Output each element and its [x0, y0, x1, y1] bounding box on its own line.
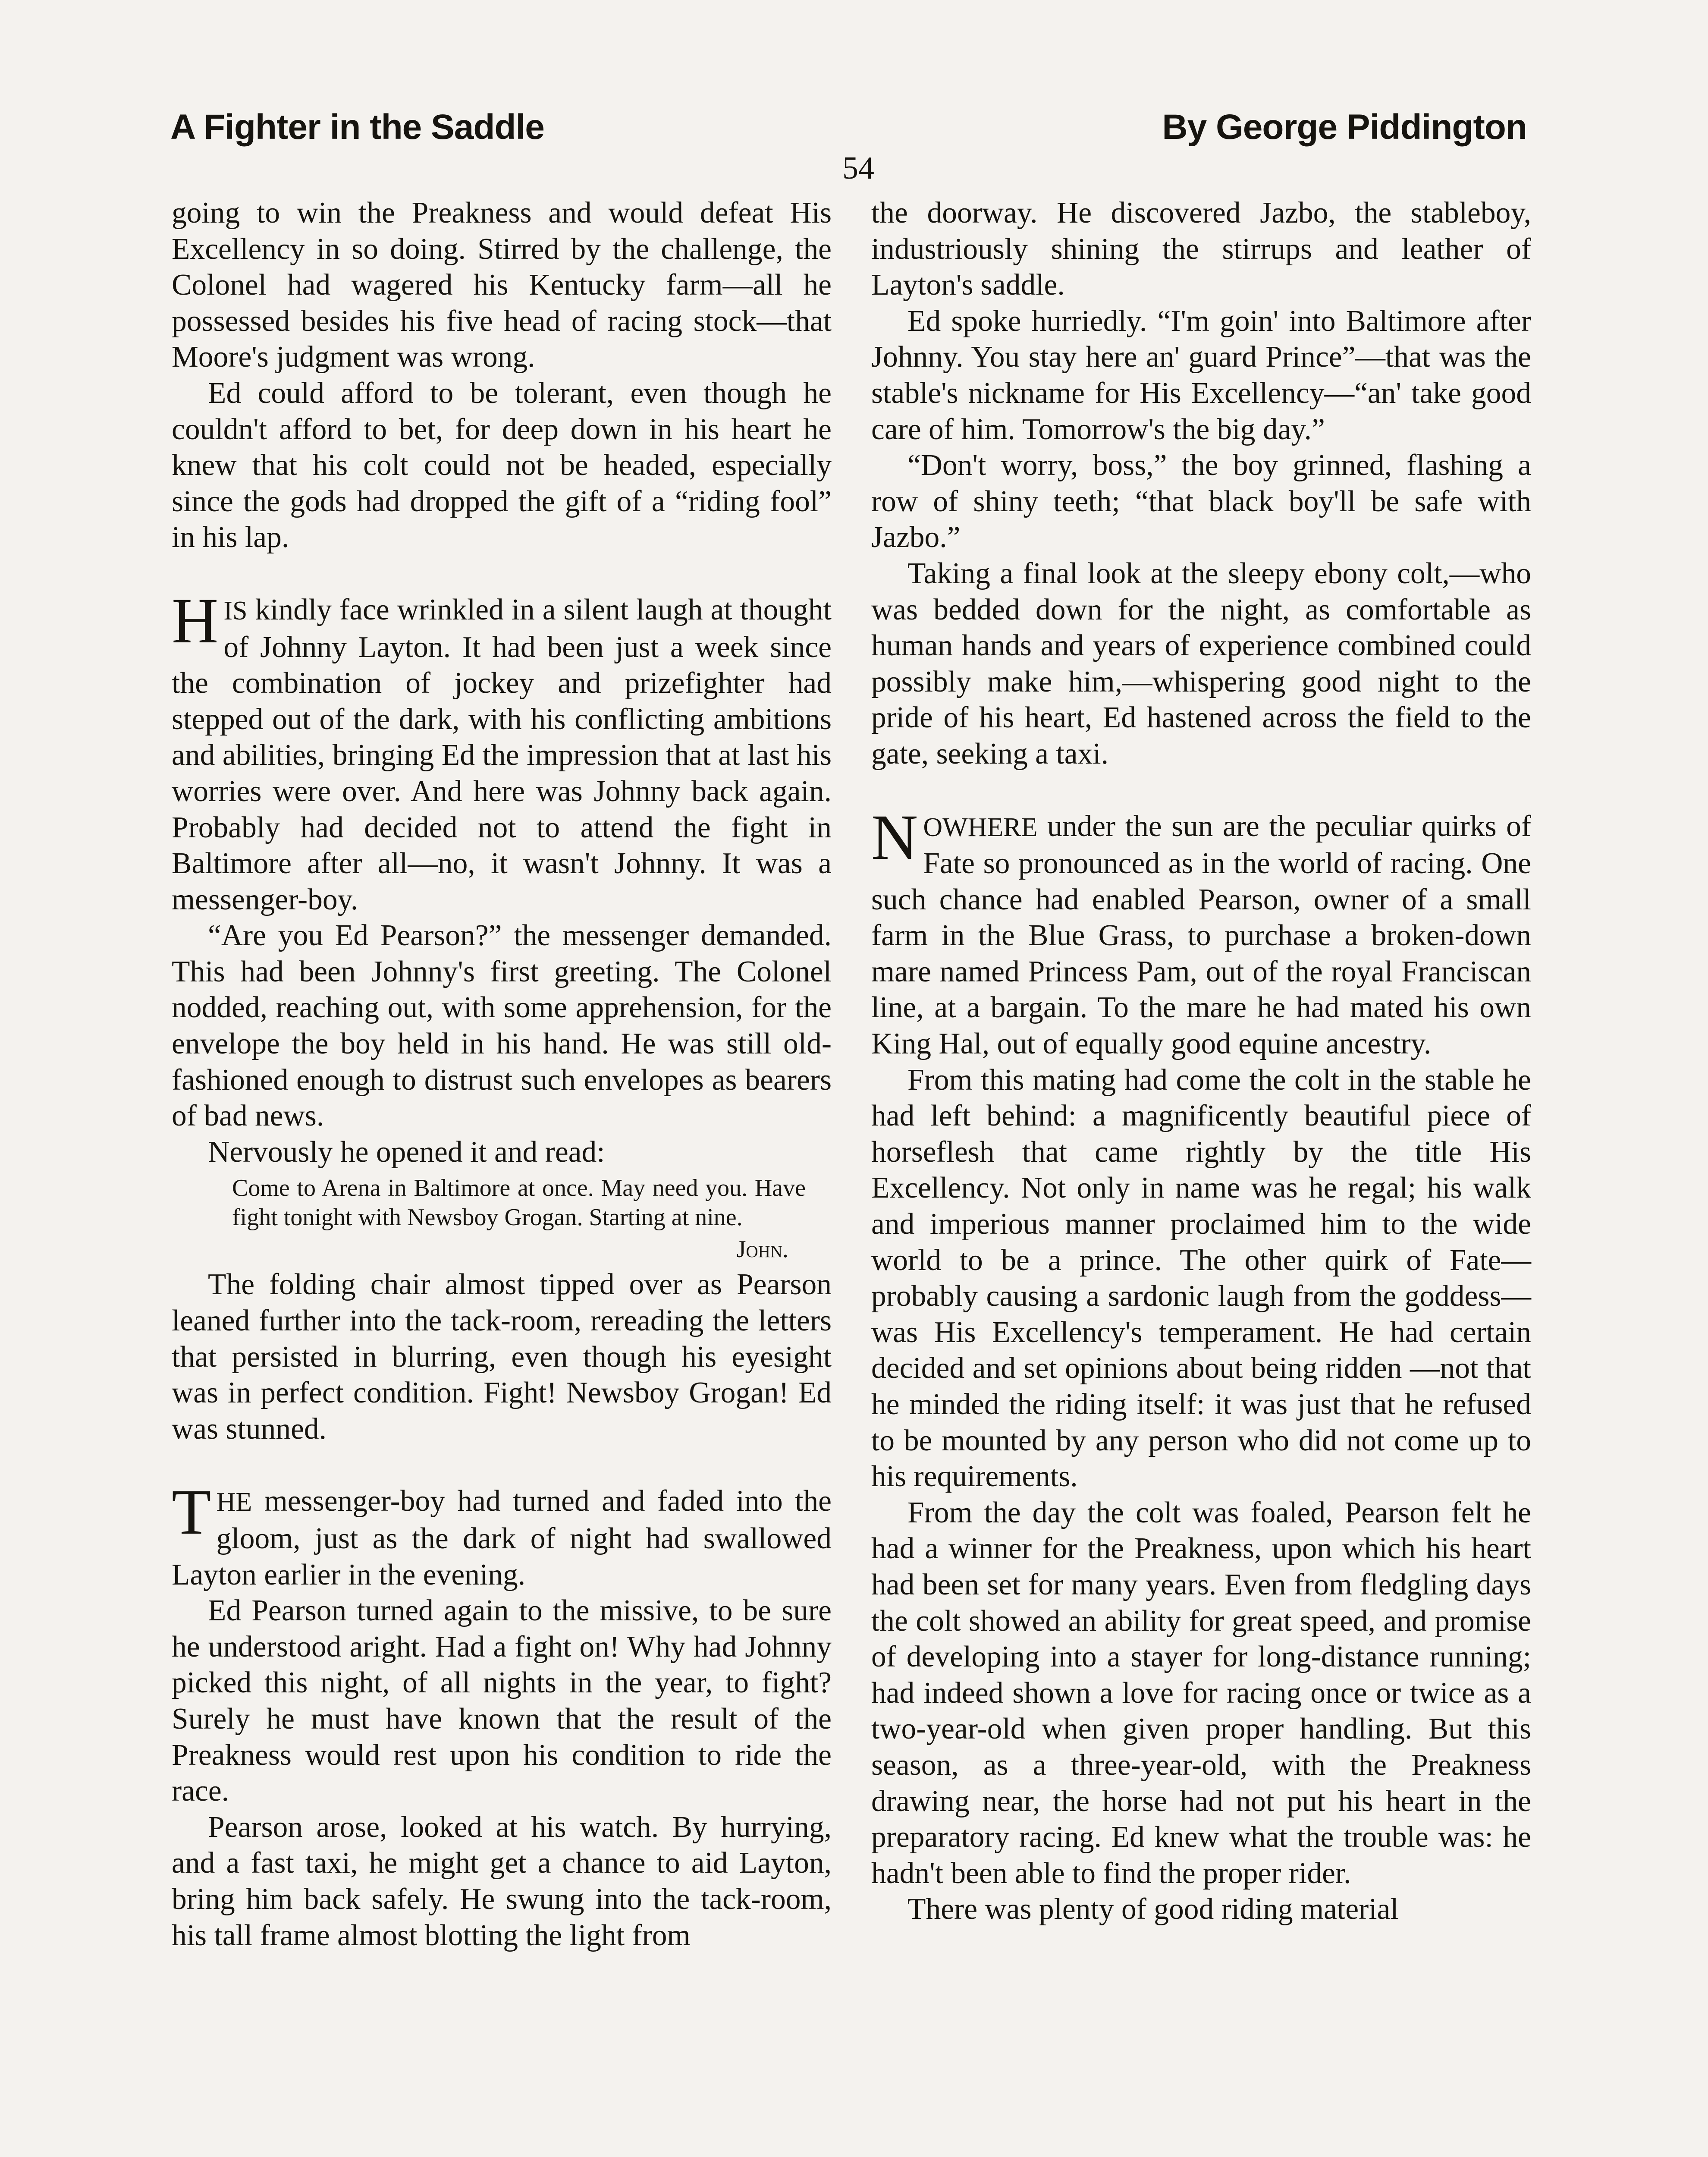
left-column [172, 195, 832, 1953]
drop-cap: T [172, 1476, 211, 1548]
paragraph: Ed spoke hurriedly. “I'm goin' into Baltimore after Johnny. You stay here an' guard Prince”—that was the stable's nickname for His Excellency—“an' take good care of him. Tomorrow's the big day.” [871, 304, 1531, 446]
paragraph: Nervously he opened it and read: [208, 1135, 605, 1169]
paragraph: Pearson arose, looked at his watch. By hurrying, and a fast taxi, he might get a chance to aid Layton, bring him back safely. He swung into the tack-room, his tall frame almost blotting the light from [172, 1810, 832, 1952]
lead-word: HE [216, 1487, 252, 1517]
section-paragraph [871, 801, 1531, 1062]
paragraph: Taking a final look at the sleepy ebony colt,—who was bedded down for the night, as comfortable as human hands and years of experience combined could possibly make him,—whispering good night to the pride of his heart, Ed hastened across the field to the gate, seeking a taxi. [871, 557, 1531, 770]
paragraph-text: kindly face wrinkled in a silent laugh at thought of Johnny Layton. It had been just a week since the combination of jockey and prizefighter had stepped out of the dark, with his conflicting ambitions and abilities, bringing Ed the impression that at last his worries were over. And here was Johnny back again. Probably had decided not to attend the fight in Baltimore after all—no, it wasn't Johnny. It was a messenger-boy. [172, 593, 832, 916]
paragraph-text: under the sun are the peculiar quirks of Fate so pronounced as in the world of racing. One such chance had enabled Pearson, owner of a small farm in the Blue Grass, to purchase a broken-down mare named Princess Pam, out of the royal Franciscan line, at a bargain. To the mare he had mated his own King Hal, out of equally good equine ancestry. [871, 809, 1531, 1061]
drop-cap: N [871, 801, 918, 873]
right-column [871, 195, 1531, 1927]
telegram-text: Come to Arena in Baltimore at once. May need you. Have fight tonight with Newsboy Grogan. Starting at nine. [232, 1175, 806, 1231]
paragraph: The folding chair almost tipped over as Pearson leaned further into the tack-room, rereading the letters that persisted in blurring, even though his eyesight was in perfect condition. Fight! Newsboy Grogan! Ed was stunned. [172, 1268, 832, 1446]
section-paragraph [172, 585, 832, 918]
paragraph: There was plenty of good riding material [907, 1893, 1399, 1926]
paragraph-text: messenger-boy had turned and faded into the gloom, just as the dark of night had swallowed Layton earlier in the evening. [172, 1484, 832, 1591]
drop-cap: H [172, 585, 219, 657]
lead-word: IS [223, 596, 248, 626]
section-paragraph [172, 1476, 832, 1593]
paragraph: going to win the Preakness and would defeat His Excellency in so doing. Stirred by the challenge, the Colonel had wagered his Kentucky farm—all he possessed besides his five head of racing stock—that Moore's judgment was wrong. [172, 196, 832, 374]
paragraph: Ed Pearson turned again to the missive, to be sure he understood aright. Had a fight on! Why had Johnny picked this night, of all nights in the year, to fight? Surely he must have known that the result of the Preakness would rest upon his condition to ride the race. [172, 1594, 832, 1808]
telegram-signature: John. [736, 1236, 788, 1263]
paragraph: “Don't worry, boss,” the boy grinned, flashing a row of shiny teeth; “that black boy'll be safe with Jazbo.” [871, 449, 1531, 554]
page-number: 54 [842, 151, 874, 186]
paragraph: From this mating had come the colt in the stable he had left behind: a magnificently beautiful piece of horseflesh that came rightly by the title His Excellency. Not only in name was he regal; his walk and imperious manner proclaimed him to the wide world to be a prince. The other quirk of Fate—probably causing a sardonic laugh from the goddess—was His Excellency's temperament. He had certain decided and set opinions about being ridden —not that he minded the riding itself: it was just that he refused to be mounted by any person who did not come up to his requirements. [871, 1063, 1531, 1494]
story-author: By George Piddington [1162, 107, 1527, 147]
lead-word: OWHERE [923, 812, 1038, 842]
story-title: A Fighter in the Saddle [170, 107, 544, 147]
paragraph: “Are you Ed Pearson?” the messenger demanded. This had been Johnny's first greeting. The Colonel nodded, reaching out, with some apprehension, for the envelope the boy held in his hand. He was still old-fashioned enough to distrust such envelopes as bearers of bad news. [172, 919, 832, 1133]
paragraph: the doorway. He discovered Jazbo, the stableboy, industriously shining the stirrups and leather of Layton's saddle. [871, 196, 1531, 302]
paragraph: From the day the colt was foaled, Pearson felt he had a winner for the Preakness, upon which his heart had been set for many years. Even from fledgling days the colt showed an ability for great speed, and promise of developing into a stayer for long-distance running; had indeed shown a love for racing once or twice as a two-year-old when given proper handling. But this season, as a three-year-old, with the Preakness drawing near, the horse had not put his heart in the preparatory racing. Ed knew what the trouble was: he hadn't been able to find the proper rider. [871, 1496, 1531, 1890]
paragraph: Ed could afford to be tolerant, even though he couldn't afford to bet, for deep down in his heart he knew that his colt could not be headed, especially since the gods had dropped the gift of a “riding fool” in his lap. [172, 376, 832, 554]
